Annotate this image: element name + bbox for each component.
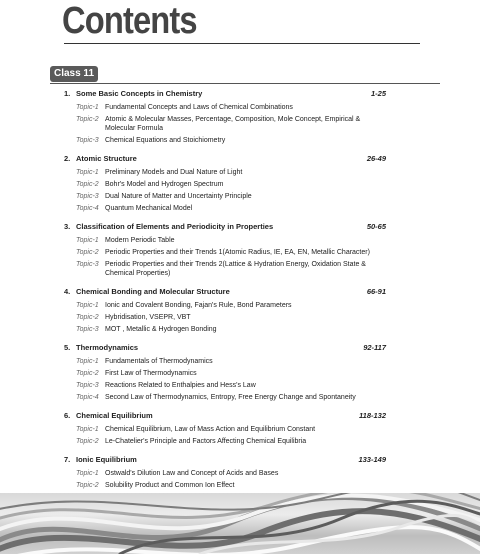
topic-row — [54, 357, 386, 366]
footer-decoration — [0, 493, 480, 554]
chapter-page-range: 118-132 — [359, 411, 386, 420]
topic-label: Topic-2 — [76, 370, 99, 377]
topic-label: Topic-3 — [76, 261, 99, 268]
topic-title: Preliminary Models and Dual Nature of Light — [105, 169, 243, 176]
topic-row — [54, 313, 386, 322]
topic-label: Topic-3 — [76, 193, 99, 200]
topic-label: Topic-2 — [76, 314, 99, 321]
page-title: Contents — [62, 0, 197, 42]
topic-title: Dual Nature of Matter and Uncertainty Principle — [105, 193, 252, 200]
chapter-page-range: 50-65 — [366, 222, 386, 231]
topic-row — [54, 481, 386, 490]
topic-row — [54, 103, 386, 112]
topic-row — [54, 204, 386, 213]
class-badge: Class 11 — [50, 66, 98, 82]
chapter-title: Classification of Elements and Periodicity in Properties — [76, 222, 274, 231]
chapter-heading — [54, 153, 386, 165]
topic-label: Topic-3 — [76, 382, 99, 389]
topic-label: Topic-1 — [76, 169, 99, 176]
topic-label: Topic-2 — [76, 116, 99, 123]
topic-label: Topic-1 — [76, 426, 99, 433]
topic-title: Bohr's Model and Hydrogen Spectrum — [105, 181, 224, 188]
chapter-title: Ionic Equilibrium — [76, 455, 137, 464]
chapter-page-range: 133-149 — [358, 455, 386, 464]
topic-title: Fundamental Concepts and Laws of Chemical Combinations — [105, 104, 293, 111]
chapter-heading — [54, 286, 386, 298]
topic-row — [54, 469, 386, 478]
chapter-page-range: 26-49 — [366, 154, 386, 163]
topic-title: Modern Periodic Table — [105, 237, 175, 244]
topic-row — [54, 260, 386, 278]
topic-title: Solubility Product and Common Ion Effect — [105, 482, 235, 489]
topic-row — [54, 168, 386, 177]
topic-title: Ostwald's Dilution Law and Concept of Acids and Bases — [105, 470, 279, 477]
topic-label: Topic-2 — [76, 249, 99, 256]
chapter-entry — [54, 342, 386, 402]
chapter-heading — [54, 88, 386, 100]
topic-title: Periodic Properties and their Trends 1(Atomic Radius, IE, EA, EN, Metallic Character) — [105, 249, 370, 256]
chapter-entry — [54, 286, 386, 334]
topic-row — [54, 301, 386, 310]
chapter-entry — [54, 410, 386, 446]
chapter-number: 6. — [64, 411, 71, 420]
topic-row — [54, 369, 386, 378]
topic-title: Le-Chatelier's Principle and Factors Affecting Chemical Equilibria — [105, 438, 307, 445]
chapter-number: 2. — [64, 154, 71, 163]
chapter-number: 1. — [64, 89, 71, 98]
topic-label: Topic-1 — [76, 470, 99, 477]
chapter-heading — [54, 410, 386, 422]
chapter-entry — [54, 88, 386, 145]
chapter-number: 5. — [64, 343, 71, 352]
topic-row — [54, 393, 386, 402]
topic-row — [54, 325, 386, 334]
topic-label: Topic-2 — [76, 181, 99, 188]
topic-label: Topic-4 — [76, 205, 99, 212]
topic-row — [54, 136, 386, 145]
chapter-page-range: 1-25 — [370, 89, 386, 98]
chapter-title: Thermodynamics — [76, 343, 139, 352]
chapter-number: 4. — [64, 287, 71, 296]
chapter-page-range: 66-91 — [366, 287, 386, 296]
topic-label: Topic-2 — [76, 438, 99, 445]
topic-title: Periodic Properties and their Trends 2(Lattice & Hydration Energy, Oxidation State & Chemical Properties) — [105, 261, 366, 277]
chapter-title: Chemical Bonding and Molecular Structure — [76, 287, 230, 296]
topic-title: Second Law of Thermodynamics, Entropy, Free Energy Change and Spontaneity — [105, 394, 356, 401]
topic-title: Quantum Mechanical Model — [105, 205, 193, 212]
topic-title: Ionic and Covalent Bonding, Fajan's Rule, Bond Parameters — [105, 302, 292, 309]
topic-label: Topic-4 — [76, 394, 99, 401]
topic-label: Topic-1 — [76, 302, 99, 309]
title-divider — [64, 43, 420, 44]
topic-row — [54, 381, 386, 390]
chapter-entry — [54, 153, 386, 213]
chapter-title: Atomic Structure — [76, 154, 137, 163]
topic-title: MOT , Metallic & Hydrogen Bonding — [105, 326, 217, 333]
topic-title: Chemical Equilibrium, Law of Mass Action and Equilibrium Constant — [105, 426, 316, 433]
topic-label: Topic-1 — [76, 104, 99, 111]
topic-row — [54, 236, 386, 245]
topic-row — [54, 248, 386, 257]
topic-label: Topic-3 — [76, 326, 99, 333]
chapter-page-range: 92-117 — [363, 343, 386, 352]
chapter-heading — [54, 342, 386, 354]
topic-row — [54, 115, 386, 133]
topic-title: First Law of Thermodynamics — [105, 370, 197, 377]
topic-row — [54, 425, 386, 434]
topic-title: Reactions Related to Enthalpies and Hess's Law — [105, 382, 256, 389]
chapter-heading — [54, 221, 386, 233]
topic-label: Topic-3 — [76, 137, 99, 144]
chapter-entry — [54, 221, 386, 278]
topic-row — [54, 192, 386, 201]
topic-title: Atomic & Molecular Masses, Percentage, Composition, Mole Concept, Empirical & Molecular Formula — [105, 116, 361, 132]
chapter-number: 3. — [64, 222, 71, 231]
topic-label: Topic-2 — [76, 482, 99, 489]
chapter-heading — [54, 454, 386, 466]
topic-label: Topic-1 — [76, 237, 99, 244]
wave-pattern-graphic — [0, 493, 480, 554]
topic-row — [54, 437, 386, 446]
topic-label: Topic-1 — [76, 358, 99, 365]
topic-title: Fundamentals of Thermodynamics — [105, 358, 213, 365]
chapter-title: Some Basic Concepts in Chemistry — [76, 89, 203, 98]
chapter-number: 7. — [64, 455, 71, 464]
chapter-list — [54, 88, 386, 510]
topic-title: Hybridisation, VSEPR, VBT — [105, 314, 191, 321]
class-divider — [50, 83, 440, 84]
topic-title: Chemical Equations and Stoichiometry — [105, 137, 226, 144]
chapter-title: Chemical Equilibrium — [76, 411, 153, 420]
topic-row — [54, 180, 386, 189]
